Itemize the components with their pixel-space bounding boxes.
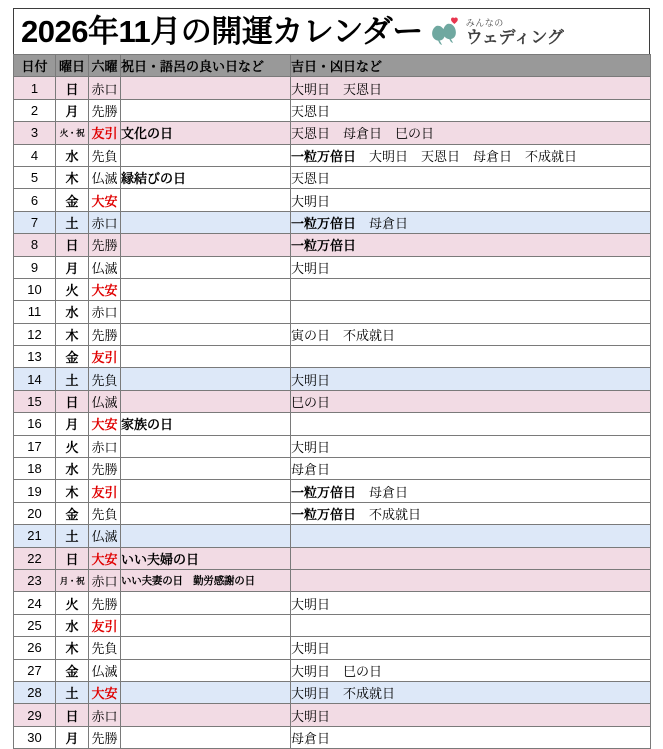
cell-holiday [121, 144, 291, 166]
cell-rokuyo: 仏滅 [89, 659, 121, 681]
cell-date: 17 [14, 435, 56, 457]
luck-text: 母倉日 [291, 462, 331, 478]
cell-luck [291, 166, 651, 188]
cell-date: 13 [14, 346, 56, 368]
table-row [14, 569, 651, 591]
cell-date: 30 [14, 726, 56, 748]
luck-text: 大明日 [291, 641, 331, 657]
cell-date: 25 [14, 614, 56, 636]
cell-holiday [121, 525, 291, 547]
cell-rokuyo: 大安 [89, 189, 121, 211]
table-row [14, 211, 651, 233]
cell-luck [291, 77, 651, 99]
table-row [14, 323, 651, 345]
cell-rokuyo: 友引 [89, 122, 121, 144]
cell-day-of-week: 金 [56, 189, 89, 211]
cell-day-of-week: 金 [56, 502, 89, 524]
logo-subtitle: みんなの [465, 17, 504, 28]
cell-date: 1 [14, 77, 56, 99]
cell-rokuyo: 先勝 [89, 323, 121, 345]
cell-day-of-week: 水 [56, 614, 89, 636]
cell-rokuyo: 仏滅 [89, 256, 121, 278]
cell-day-of-week: 木 [56, 166, 89, 188]
cell-rokuyo: 仏滅 [89, 390, 121, 412]
cell-rokuyo: 赤口 [89, 211, 121, 233]
cell-date: 9 [14, 256, 56, 278]
luck-emphasis: 一粒万倍日 [291, 238, 357, 254]
table-row [14, 525, 651, 547]
cell-date: 2 [14, 99, 56, 121]
cell-rokuyo: 先負 [89, 368, 121, 390]
logo-title: ウェディング [465, 27, 564, 47]
table-row [14, 637, 651, 659]
table-row [14, 144, 651, 166]
luck-emphasis: 一粒万倍日 [291, 484, 357, 500]
cell-day-of-week: 木 [56, 323, 89, 345]
table-row [14, 502, 651, 524]
cell-rokuyo: 先勝 [89, 99, 121, 121]
cell-date: 24 [14, 592, 56, 614]
cell-date: 14 [14, 368, 56, 390]
table-row [14, 390, 651, 412]
cell-luck [291, 234, 651, 256]
cell-luck [291, 659, 651, 681]
cell-holiday [121, 458, 291, 480]
cell-day-of-week: 火 [56, 278, 89, 300]
cell-day-of-week: 木 [56, 480, 89, 502]
cell-holiday: 文化の日 [121, 122, 291, 144]
cell-date: 16 [14, 413, 56, 435]
table-row [14, 726, 651, 748]
cell-date: 18 [14, 458, 56, 480]
cell-holiday [121, 681, 291, 703]
cell-luck [291, 144, 651, 166]
table-row [14, 458, 651, 480]
cell-holiday: 縁結びの日 [121, 166, 291, 188]
cell-holiday [121, 77, 291, 99]
table-row [14, 189, 651, 211]
cell-day-of-week: 土 [56, 525, 89, 547]
cell-day-of-week: 火・祝 [56, 122, 89, 144]
table-row [14, 614, 651, 636]
cell-luck [291, 211, 651, 233]
cell-luck [291, 726, 651, 748]
cell-rokuyo: 大安 [89, 681, 121, 703]
cell-luck [291, 569, 651, 591]
table-row [14, 435, 651, 457]
table-row [14, 413, 651, 435]
cell-luck [291, 301, 651, 323]
cell-rokuyo: 大安 [89, 278, 121, 300]
table-row [14, 77, 651, 99]
cell-luck [291, 458, 651, 480]
table-row [14, 480, 651, 502]
table-row [14, 122, 651, 144]
cell-luck [291, 189, 651, 211]
cell-luck [291, 256, 651, 278]
luck-text: 寅の日 不成就日 [291, 327, 396, 343]
cell-luck [291, 681, 651, 703]
luck-text: 大明日 [291, 439, 331, 455]
luck-text: 天恩日 [291, 103, 331, 119]
table-row [14, 681, 651, 703]
luck-text: 母倉日 [356, 215, 409, 231]
cell-day-of-week: 土 [56, 368, 89, 390]
cell-luck [291, 614, 651, 636]
cell-day-of-week: 火 [56, 592, 89, 614]
luck-text: 不成就日 [356, 507, 422, 522]
cell-rokuyo: 先負 [89, 502, 121, 524]
cell-holiday [121, 278, 291, 300]
table-row [14, 301, 651, 323]
cell-date: 27 [14, 659, 56, 681]
cell-date: 28 [14, 681, 56, 703]
cell-holiday [121, 323, 291, 345]
luck-emphasis: 一粒万倍日 [291, 507, 357, 522]
cell-luck [291, 346, 651, 368]
cell-holiday [121, 301, 291, 323]
cell-holiday [121, 480, 291, 502]
cell-holiday [121, 346, 291, 368]
cell-luck [291, 323, 651, 345]
table-row [14, 278, 651, 300]
luck-text: 大明日 [291, 372, 331, 388]
cell-day-of-week: 月 [56, 413, 89, 435]
luck-emphasis: 一粒万倍日 [291, 148, 357, 164]
table-row [14, 256, 651, 278]
cell-date: 6 [14, 189, 56, 211]
cell-rokuyo: 大安 [89, 413, 121, 435]
cell-luck [291, 637, 651, 659]
wedding-bells-icon [429, 17, 463, 47]
cell-day-of-week: 月・祝 [56, 569, 89, 591]
cell-holiday [121, 99, 291, 121]
cell-date: 4 [14, 144, 56, 166]
table-row [14, 346, 651, 368]
luck-text: 天恩日 母倉日 巳の日 [291, 126, 435, 142]
cell-luck [291, 99, 651, 121]
cell-date: 8 [14, 234, 56, 256]
cell-date: 12 [14, 323, 56, 345]
cell-luck [291, 390, 651, 412]
table-body [14, 77, 651, 749]
luck-text: 母倉日 [291, 730, 331, 746]
cell-day-of-week: 日 [56, 704, 89, 726]
table-row [14, 166, 651, 188]
cell-date: 26 [14, 637, 56, 659]
table-row [14, 99, 651, 121]
cell-date: 22 [14, 547, 56, 569]
luck-text: 天恩日 [291, 171, 331, 187]
cell-rokuyo: 先負 [89, 144, 121, 166]
cell-day-of-week: 水 [56, 301, 89, 323]
cell-luck [291, 547, 651, 569]
cell-date: 29 [14, 704, 56, 726]
cell-holiday [121, 659, 291, 681]
luck-text: 巳の日 [291, 395, 331, 411]
cell-rokuyo: 赤口 [89, 569, 121, 591]
cell-day-of-week: 月 [56, 99, 89, 121]
cell-day-of-week: 木 [56, 637, 89, 659]
cell-day-of-week: 月 [56, 726, 89, 748]
cell-rokuyo: 赤口 [89, 435, 121, 457]
column-header-holiday: 祝日・語呂の良い日など [121, 55, 291, 77]
table-row [14, 704, 651, 726]
cell-luck [291, 278, 651, 300]
cell-day-of-week: 日 [56, 77, 89, 99]
cell-date: 21 [14, 525, 56, 547]
table-row [14, 234, 651, 256]
cell-rokuyo: 大安 [89, 547, 121, 569]
cell-holiday [121, 614, 291, 636]
cell-luck [291, 592, 651, 614]
cell-holiday [121, 390, 291, 412]
cell-day-of-week: 月 [56, 256, 89, 278]
luck-text: 大明日 [291, 260, 331, 276]
cell-rokuyo: 友引 [89, 614, 121, 636]
luck-text: 大明日 天恩日 母倉日 不成就日 [356, 148, 578, 164]
cell-holiday: 家族の日 [121, 413, 291, 435]
cell-holiday [121, 637, 291, 659]
luck-text: 大明日 [291, 708, 331, 724]
cell-luck [291, 525, 651, 547]
cell-day-of-week: 火 [56, 435, 89, 457]
cell-holiday [121, 256, 291, 278]
cell-day-of-week: 日 [56, 390, 89, 412]
table-row [14, 659, 651, 681]
cell-holiday [121, 189, 291, 211]
cell-rokuyo: 赤口 [89, 301, 121, 323]
cell-day-of-week: 日 [56, 547, 89, 569]
cell-holiday [121, 502, 291, 524]
cell-day-of-week: 水 [56, 458, 89, 480]
column-header-rokuyo: 六曜 [89, 55, 121, 77]
cell-day-of-week: 水 [56, 144, 89, 166]
cell-holiday [121, 211, 291, 233]
cell-date: 10 [14, 278, 56, 300]
luck-text: 大明日 天恩日 [291, 81, 383, 97]
table-header [14, 55, 651, 77]
cell-date: 20 [14, 502, 56, 524]
cell-date: 5 [14, 166, 56, 188]
cell-luck [291, 502, 651, 524]
luck-text: 大明日 不成就日 [291, 686, 396, 702]
cell-holiday [121, 704, 291, 726]
column-header-date: 日付 [14, 55, 56, 77]
cell-rokuyo: 赤口 [89, 704, 121, 726]
table-row [14, 592, 651, 614]
header-row [14, 55, 651, 77]
luck-text: 大明日 [291, 596, 331, 612]
cell-day-of-week: 金 [56, 346, 89, 368]
cell-rokuyo: 仏滅 [89, 525, 121, 547]
cell-day-of-week: 土 [56, 681, 89, 703]
column-header-dayofweek: 曜日 [56, 55, 89, 77]
cell-luck [291, 435, 651, 457]
luck-text: 大明日 [291, 193, 331, 209]
cell-rokuyo: 友引 [89, 346, 121, 368]
cell-rokuyo: 先負 [89, 637, 121, 659]
cell-rokuyo: 仏滅 [89, 166, 121, 188]
table-row [14, 368, 651, 390]
logo-wordmark [466, 19, 564, 46]
cell-rokuyo: 友引 [89, 480, 121, 502]
cell-rokuyo: 赤口 [89, 77, 121, 99]
page-title: 2026年11月の開運カレンダー [21, 14, 423, 49]
cell-holiday [121, 368, 291, 390]
cell-date: 3 [14, 122, 56, 144]
cell-holiday [121, 234, 291, 256]
cell-luck [291, 122, 651, 144]
cell-luck [291, 480, 651, 502]
luck-text: 母倉日 [356, 484, 409, 500]
cell-luck [291, 413, 651, 435]
cell-holiday: いい夫婦の日 [121, 547, 291, 569]
cell-date: 19 [14, 480, 56, 502]
cell-day-of-week: 土 [56, 211, 89, 233]
cell-day-of-week: 金 [56, 659, 89, 681]
cell-date: 11 [14, 301, 56, 323]
cell-holiday [121, 435, 291, 457]
column-header-luck: 吉日・凶日など [291, 55, 651, 77]
cell-rokuyo: 先勝 [89, 726, 121, 748]
title-band [13, 8, 650, 54]
cell-holiday [121, 726, 291, 748]
cell-rokuyo: 先勝 [89, 234, 121, 256]
cell-rokuyo: 先勝 [89, 458, 121, 480]
cell-date: 7 [14, 211, 56, 233]
cell-luck [291, 368, 651, 390]
brand-logo [429, 17, 564, 47]
cell-holiday [121, 592, 291, 614]
cell-luck [291, 704, 651, 726]
cell-day-of-week: 日 [56, 234, 89, 256]
luck-emphasis: 一粒万倍日 [291, 215, 357, 231]
cell-date: 23 [14, 569, 56, 591]
cell-holiday: いい夫妻の日 勤労感謝の日 [121, 569, 291, 591]
cell-date: 15 [14, 390, 56, 412]
table-row [14, 547, 651, 569]
cell-rokuyo: 先勝 [89, 592, 121, 614]
luck-text: 大明日 巳の日 [291, 663, 383, 679]
fortune-calendar-table [13, 54, 651, 749]
